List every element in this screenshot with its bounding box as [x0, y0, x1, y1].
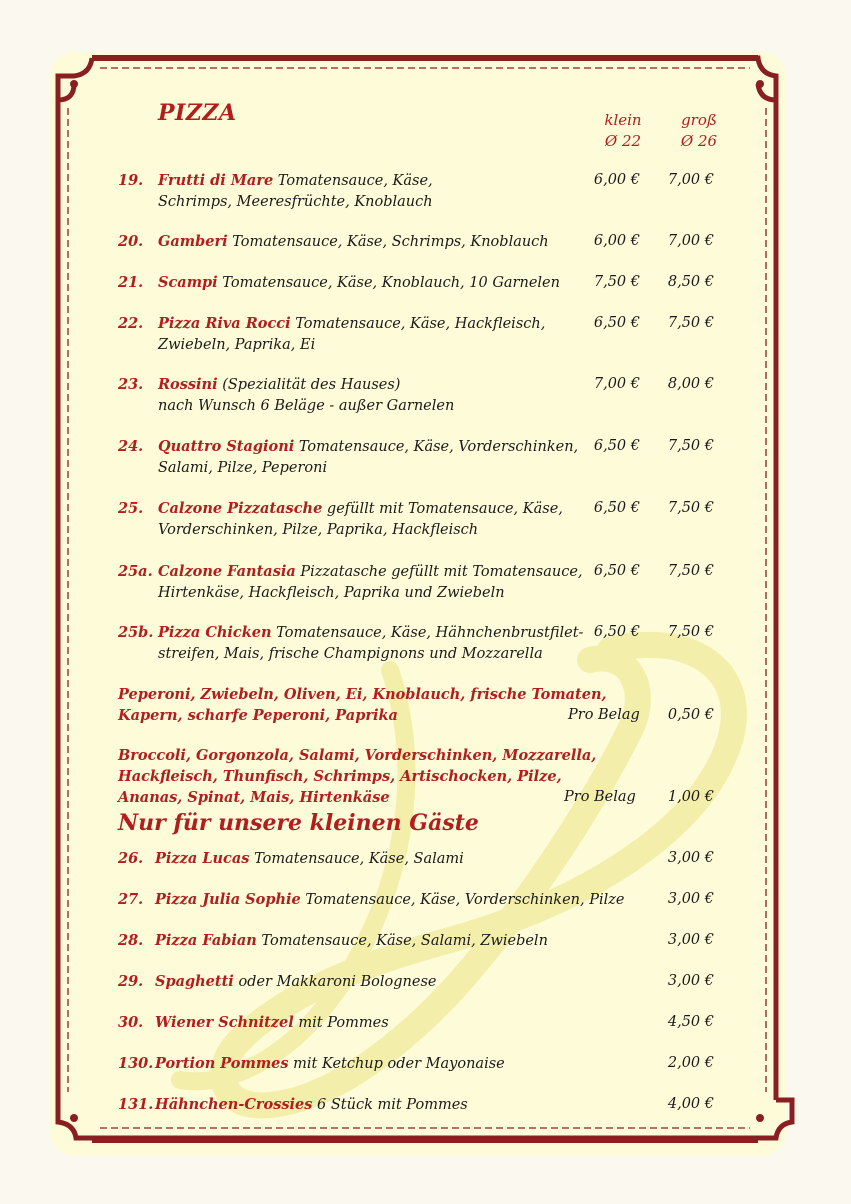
- item-number: 21.: [118, 274, 144, 291]
- price-large: 7,50 €: [667, 438, 714, 454]
- item-description: Tomatensauce, Käse,: [277, 173, 433, 189]
- item-number: 131.: [118, 1096, 154, 1113]
- item-name: Hähnchen-Crossies: [155, 1096, 313, 1113]
- item-description: mit Pommes: [298, 1015, 389, 1031]
- price-small: 6,50 €: [593, 438, 640, 454]
- item-number: 130.: [118, 1055, 154, 1072]
- item-number: 27.: [118, 891, 144, 908]
- item-number: 19.: [118, 172, 144, 189]
- item-name: Gamberi: [158, 233, 228, 250]
- size-large-label: groß: [681, 111, 717, 129]
- price-small: 7,00 €: [593, 376, 640, 392]
- item-price: 3,00 €: [667, 973, 714, 989]
- kids-section-title: Nur für unsere kleinen Gäste: [118, 810, 479, 836]
- item-description: Tomatensauce, Käse, Salami, Zwiebeln: [261, 933, 548, 949]
- item-name: Calzone Pizzatasche: [158, 500, 323, 517]
- item-description-2: Salami, Pilze, Peperoni: [158, 460, 328, 476]
- item-description-2: Zwiebeln, Paprika, Ei: [158, 337, 316, 353]
- extras-line: Ananas, Spinat, Mais, Hirtenkäse: [118, 789, 390, 806]
- item-name: Rossini: [158, 376, 218, 393]
- item-description: oder Makkaroni Bolognese: [238, 974, 437, 990]
- item-description: (Spezialität des Hauses): [222, 377, 401, 393]
- item-name: Quattro Stagioni: [158, 438, 295, 455]
- topping-price: 0,50 €: [667, 707, 714, 723]
- item-price: 2,00 €: [667, 1055, 714, 1071]
- price-small: 6,00 €: [593, 172, 640, 188]
- size-small-label: klein: [604, 111, 642, 129]
- item-description-2: Schrimps, Meeresfrüchte, Knoblauch: [158, 194, 433, 210]
- extras-line: Kapern, scharfe Peperoni, Paprika: [118, 707, 398, 724]
- item-name: Pizza Lucas: [155, 850, 250, 867]
- extras-line: Peperoni, Zwiebeln, Oliven, Ei, Knoblauch, frische Tomaten,: [118, 686, 607, 703]
- item-name: Spaghetti: [155, 973, 234, 990]
- price-large: 8,00 €: [667, 376, 714, 392]
- size-small-diameter: Ø 22: [604, 132, 642, 150]
- size-small-header: [588, 110, 658, 152]
- item-description: Tomatensauce, Käse, Vorderschinken,: [298, 439, 579, 455]
- item-number: 23.: [118, 376, 144, 393]
- item-description: gefüllt mit Tomatensauce, Käse,: [326, 501, 563, 517]
- item-number: 20.: [118, 233, 144, 250]
- item-description-2: streifen, Mais, frische Champignons und Mozzarella: [158, 646, 543, 662]
- item-description: Tomatensauce, Käse, Schrimps, Knoblauch: [232, 234, 549, 250]
- item-number: 25b.: [118, 624, 154, 641]
- item-number: 25.: [118, 500, 144, 517]
- price-small: 6,00 €: [593, 233, 640, 249]
- extras-group: [118, 684, 718, 726]
- item-number: 29.: [118, 973, 144, 990]
- price-small: 6,50 €: [593, 500, 640, 516]
- item-description: Pizzatasche gefüllt mit Tomatensauce,: [300, 564, 583, 580]
- item-name: Portion Pommes: [155, 1055, 289, 1072]
- size-large-diameter: Ø 26: [680, 132, 718, 150]
- item-description-2: Vorderschinken, Pilze, Paprika, Hackfleisch: [158, 522, 479, 538]
- item-name: Pizza Fabian: [155, 932, 257, 949]
- price-large: 7,50 €: [667, 563, 714, 579]
- item-description: Tomatensauce, Käse, Vorderschinken, Pilze: [305, 892, 625, 908]
- extras-group: [118, 745, 718, 808]
- price-large: 7,50 €: [667, 500, 714, 516]
- extras-line: Hackfleisch, Thunfisch, Schrimps, Artischocken, Pilze,: [118, 768, 562, 785]
- item-description: Tomatensauce, Käse, Hackfleisch,: [295, 316, 546, 332]
- item-number: 28.: [118, 932, 144, 949]
- price-large: 8,50 €: [667, 274, 714, 290]
- item-price: 3,00 €: [667, 850, 714, 866]
- item-description: Tomatensauce, Käse, Hähnchenbrustfilet-: [276, 625, 584, 641]
- item-name: Pizza Riva Rocci: [158, 315, 291, 332]
- item-price: 3,00 €: [667, 932, 714, 948]
- item-name: Frutti di Mare: [158, 172, 274, 189]
- price-large: 7,50 €: [667, 624, 714, 640]
- item-description: 6 Stück mit Pommes: [317, 1097, 468, 1113]
- item-number: 26.: [118, 850, 144, 867]
- extras-line: Broccoli, Gorgonzola, Salami, Vorderschinken, Mozzarella,: [118, 747, 597, 764]
- item-description: mit Ketchup oder Mayonaise: [293, 1056, 505, 1072]
- item-name: Calzone Fantasia: [158, 563, 296, 580]
- page-title: PIZZA: [158, 100, 237, 126]
- item-description: Tomatensauce, Käse, Salami: [254, 851, 464, 867]
- size-large-header: [664, 110, 734, 152]
- price-small: 6,50 €: [593, 563, 640, 579]
- per-topping-label: Pro Belag: [564, 789, 636, 805]
- price-large: 7,00 €: [667, 233, 714, 249]
- price-small: 7,50 €: [593, 274, 640, 290]
- item-description-2: nach Wunsch 6 Beläge - außer Garnelen: [158, 398, 455, 414]
- per-topping-label: Pro Belag: [568, 707, 640, 723]
- item-name: Pizza Julia Sophie: [155, 891, 301, 908]
- item-number: 24.: [118, 438, 144, 455]
- item-price: 4,00 €: [667, 1096, 714, 1112]
- item-price: 3,00 €: [667, 891, 714, 907]
- price-large: 7,00 €: [667, 172, 714, 188]
- item-name: Pizza Chicken: [158, 624, 272, 641]
- item-number: 25a.: [118, 563, 153, 580]
- item-description-2: Hirtenkäse, Hackfleisch, Paprika und Zwiebeln: [158, 585, 505, 601]
- price-small: 6,50 €: [593, 624, 640, 640]
- item-name: Scampi: [158, 274, 218, 291]
- item-description: Tomatensauce, Käse, Knoblauch, 10 Garnelen: [222, 275, 560, 291]
- price-small: 6,50 €: [593, 315, 640, 331]
- item-number: 30.: [118, 1014, 144, 1031]
- item-number: 22.: [118, 315, 144, 332]
- topping-price: 1,00 €: [667, 789, 714, 805]
- item-name: Wiener Schnitzel: [155, 1014, 294, 1031]
- item-price: 4,50 €: [667, 1014, 714, 1030]
- price-large: 7,50 €: [667, 315, 714, 331]
